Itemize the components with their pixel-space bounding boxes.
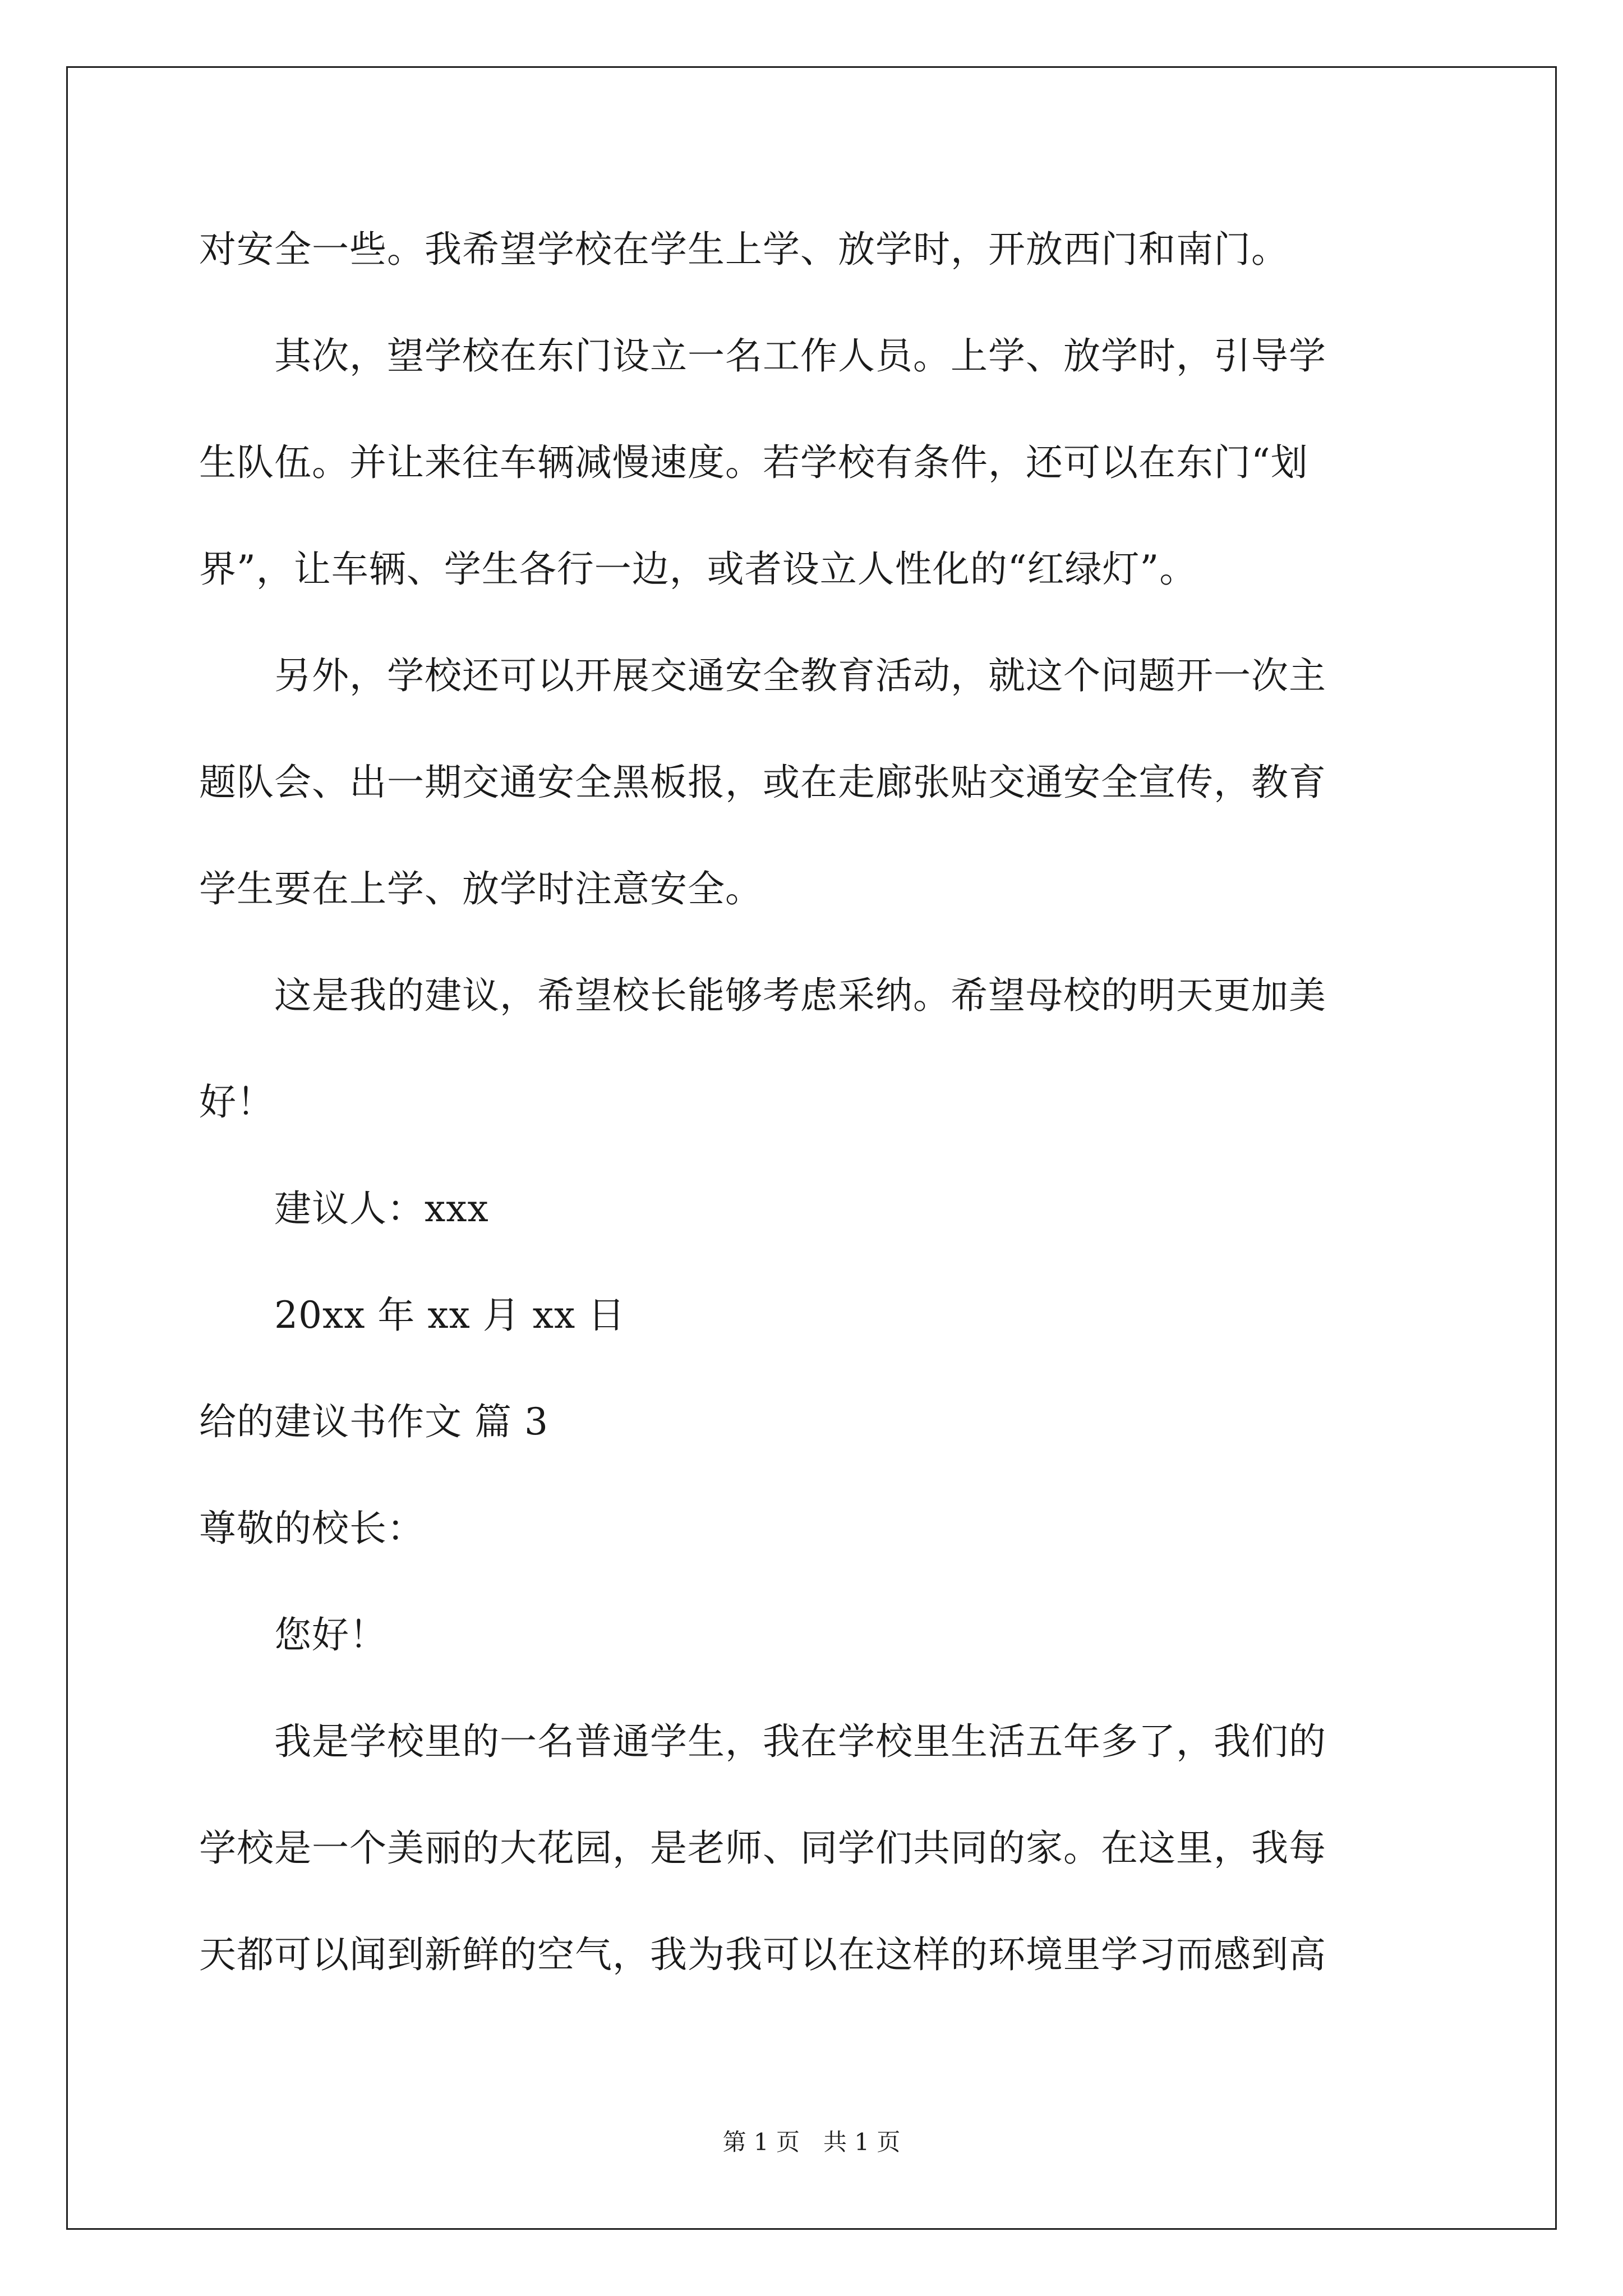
text-line: 界”，让车辆、学生各行一边，或者设立人性化的“红绿灯”。 [199, 547, 1197, 591]
page-border [66, 66, 1557, 2230]
salutation: 尊敬的校长： [199, 1507, 425, 1550]
text-line: 天都可以闻到新鲜的空气，我为我可以在这样的环境里学习而感到高 [199, 1933, 1326, 1976]
text-line: 学生要在上学、放学时注意安全。 [199, 867, 763, 910]
text-line: 好！ [199, 1080, 274, 1124]
text-line: 另外，学校还可以开展交通安全教育活动，就这个问题开一次主 [199, 654, 1326, 697]
date-line: 20xx 年 xx 月 xx 日 [199, 1294, 626, 1337]
page-number: 第 1 页 共 1 页 [722, 2128, 901, 2156]
text-line: 这是我的建议，希望校长能够考虑采纳。希望母校的明天更加美 [199, 974, 1326, 1017]
text-line: 我是学校里的一名普通学生，我在学校里生活五年多了，我们的 [199, 1720, 1326, 1763]
text-line: 题队会、出一期交通安全黑板报，或在走廊张贴交通安全宣传，教育 [199, 761, 1326, 804]
text-line: 其次，望学校在东门设立一名工作人员。上学、放学时，引导学 [199, 334, 1326, 378]
section-heading: 给的建议书作文 篇 3 [199, 1400, 548, 1443]
text-line: 学校是一个美丽的大花园，是老师、同学们共同的家。在这里，我每 [199, 1826, 1326, 1870]
signature-line: 建议人：xxx [199, 1187, 489, 1230]
text-line: 生队伍。并让来往车辆减慢速度。若学校有条件，还可以在东门“划 [199, 441, 1308, 484]
text-line: 对安全一些。我希望学校在学生上学、放学时，开放西门和南门。 [199, 228, 1289, 271]
greeting: 您好！ [199, 1613, 387, 1657]
